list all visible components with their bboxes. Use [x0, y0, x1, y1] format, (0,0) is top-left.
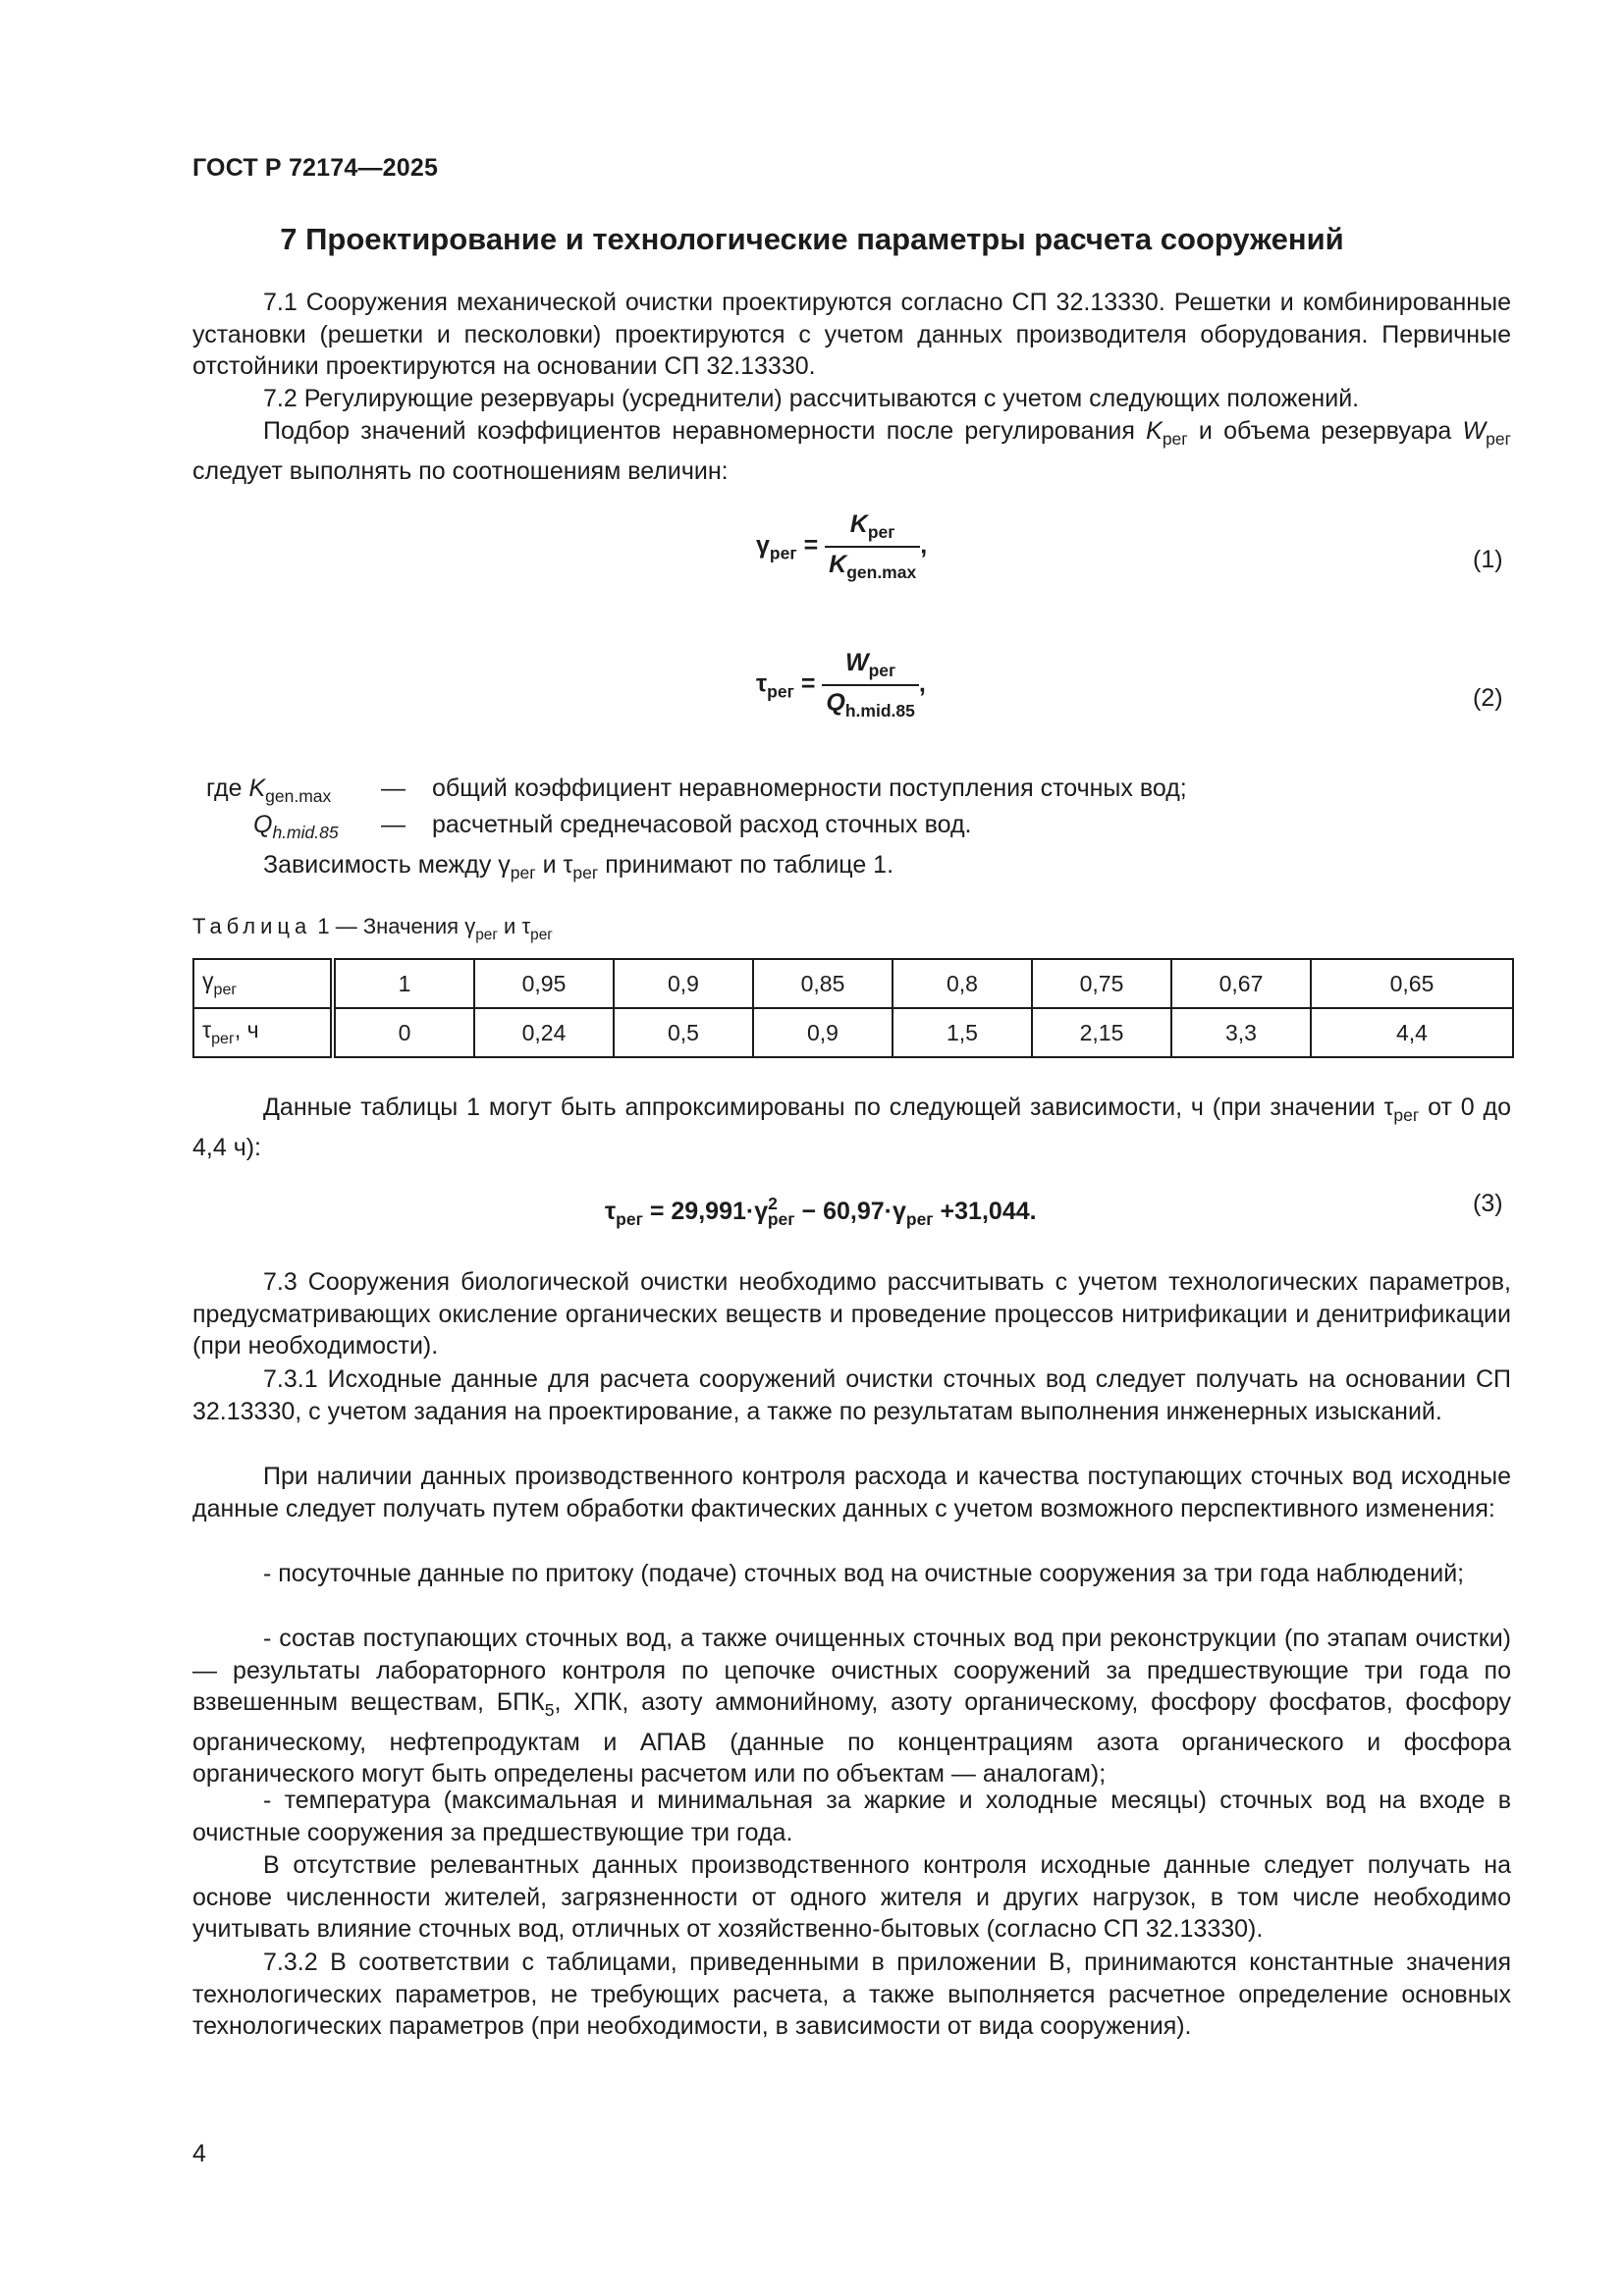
table-cell: 0,67 — [1171, 959, 1311, 1008]
table-cell: 0,85 — [753, 959, 893, 1008]
where-dash-2: — — [381, 811, 406, 838]
paragraph-7-3-1: 7.3.1 Исходные данные для расчета сооружений очистки сточных вод следует получать на основании СП 32.13330, с учетом задания на проектирование, а также по результатам выполнения инженерных изысканий. — [192, 1365, 1511, 1425]
paragraph-approximation: Данные таблицы 1 могут быть аппроксимированы по следующей зависимости, ч (при значении $\tau_{рег}$ от 0 до 4,4 ч): — [192, 1094, 1511, 1161]
where-symbol-2: $Q_{h.mid.85}$ — [253, 811, 339, 842]
equation-number-1: (1) — [1473, 546, 1503, 573]
formula-2: $\tau_{рег}$ = $\frac{W_{рег}}{Q_{h.mid.85}}$ , — [756, 649, 926, 721]
document-header: ГОСТ Р 72174—2025 — [192, 154, 439, 182]
paragraph-control: При наличии данных производственного контроля расхода и качества поступающих сточных вод исходные данные следует получать путем обработки фактических данных с учетом возможного перспективного изменения: — [192, 1463, 1511, 1522]
paragraph-7-3: 7.3 Сооружения биологической очистки необходимо рассчитывать с учетом технологических параметров, предусматривающих окисление органических веществ и проведение процессов нитрификации и денитрификации (при необходимости). — [192, 1268, 1511, 1360]
where-dash-1: — — [381, 774, 406, 802]
table-cell: 4,4 — [1311, 1008, 1513, 1057]
equation-number-3: (3) — [1473, 1190, 1503, 1217]
table-cell: 2,15 — [1032, 1008, 1171, 1057]
row-header-gamma: $\gamma_{рег}$ — [193, 959, 333, 1008]
paragraph-7-1: 7.1 Сооружения механической очистки проектируются согласно СП 32.13330. Решетки и комбинированные установки (решетки и песколовки) проектируются с учетом данных производителя оборудования. Первичные отстойники проектируются на основании СП 32.13330. — [192, 289, 1511, 380]
section-title: 7 Проектирование и технологические параметры расчета сооружений — [280, 222, 1344, 256]
table-1 — [192, 958, 1514, 1058]
table-cell: 1,5 — [893, 1008, 1032, 1057]
table-cell: 1 — [333, 959, 474, 1008]
table-cell: 3,3 — [1171, 1008, 1311, 1057]
where-definition-2: расчетный среднечасовой расход сточных вод. — [432, 811, 972, 838]
where-word: где $K_{gen.max}$ — [206, 774, 332, 806]
paragraph-absence: В отсутствие релевантных данных производственного контроля исходные данные следует получать на основе численности жителей, загрязненности от одного жителя и других нагрузок, в том числе необходимо учитывать влияние сточных вод, отличных от хозяйственно-бытовых (согласно СП 32.13330). — [192, 1851, 1511, 1943]
where-definition-1: общий коэффициент неравномерности поступления сточных вод; — [432, 774, 1187, 802]
table-row-gamma — [193, 959, 1513, 1008]
list-item: - состав поступающих сточных вод, а также очищенных сточных вод при реконструкции (по этапам очистки) — результаты лабораторного контроля по цепочке очистных сооружений за предшествующие три года по взвешенным веществам, $БПК_5$, ХПК, азоту аммонийному, азоту органическому, фосфору фосфатов, фосфору органическому, нефтепродуктам и АПАВ (данные по концентрациям азота органического и фосфора органического могут быть определены расчетом или по объектам — аналогам); — [192, 1625, 1511, 1788]
table-cell: 0,8 — [893, 959, 1032, 1008]
table-cell: 0,5 — [614, 1008, 753, 1057]
table-cell: 0,9 — [614, 959, 753, 1008]
row-header-tau: $\tau_{рег}$, ч — [193, 1008, 333, 1057]
paragraph-dependency: Зависимость между $\gamma_{рег}$ и $\tau_{рег}$ принимают по таблице 1. — [263, 851, 894, 882]
list-item: - посуточные данные по притоку (подаче) сточных вод на очистные сооружения за три года наблюдений; — [263, 1560, 1465, 1587]
formula-3: $\tau_{рег} = 29,991\cdot\gamma^2_{рег} - 60,97\cdot\gamma_{рег} +31,044$. — [605, 1194, 1037, 1229]
equation-number-2: (2) — [1473, 684, 1503, 712]
page-number: 4 — [192, 2140, 206, 2167]
table-cell: 0,95 — [474, 959, 614, 1008]
table-cell: 0 — [333, 1008, 474, 1057]
paragraph-7-3-2: 7.3.2 В соответствии с таблицами, приведенными в приложении В, принимаются константные значения технологических параметров, не требующих расчета, а также выполняется расчетное определение основных технологических параметров (при необходимости, в зависимости от вида сооружения). — [192, 1949, 1511, 2040]
table-row-tau — [193, 1008, 1513, 1057]
table-cell: 0,65 — [1311, 959, 1513, 1008]
paragraph-7-2: 7.2 Регулирующие резервуары (усреднители) рассчитываются с учетом следующих положений. — [263, 385, 1360, 412]
paragraph-selection: Подбор значений коэффициентов неравномерности после регулирования $K_{рег}$ и объема резервуара $W_{рег}$ следует выполнять по соотношениям величин: — [192, 417, 1511, 485]
formula-1: $\gamma_{рег}$ = $\frac{K_{рег}}{K_{gen.max}}$ , — [756, 510, 928, 582]
table-cell: 0,24 — [474, 1008, 614, 1057]
table-caption: Таблица 1 — Значения $\gamma_{рег}$ и $\tau_{рег}$ — [192, 914, 553, 943]
table-cell: 0,9 — [753, 1008, 893, 1057]
table-cell: 0,75 — [1032, 959, 1171, 1008]
list-item: - температура (максимальная и минимальная за жаркие и холодные месяцы) сточных вод на входе в очистные сооружения за предшествующие три года. — [192, 1787, 1511, 1846]
